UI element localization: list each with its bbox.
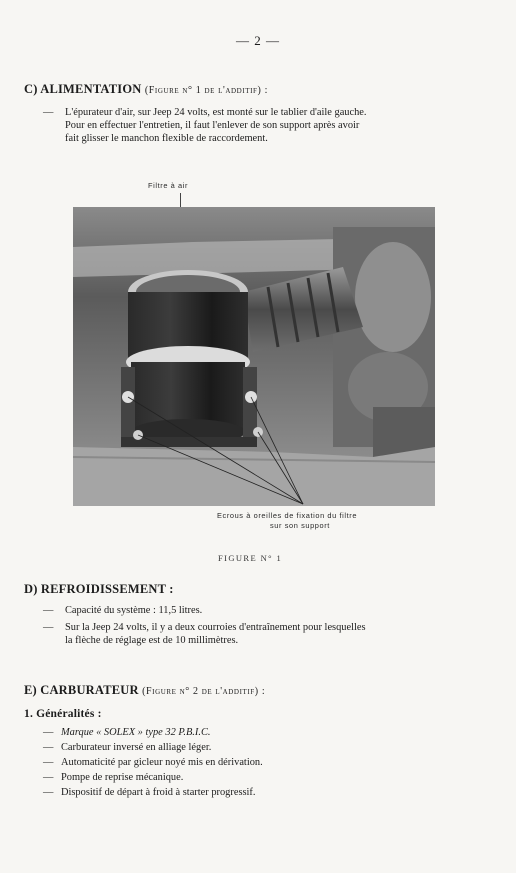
section-e-item-3 <box>43 756 263 769</box>
dash-marker: — <box>43 107 54 118</box>
section-d-item-1-text: Capacité du système : 11,5 litres. <box>65 605 203 616</box>
dash-marker: — <box>43 605 54 616</box>
section-c-title: C) ALIMENTATION <box>24 82 142 96</box>
section-d-item-2 <box>43 621 493 647</box>
dash-marker: — <box>43 757 54 768</box>
dash-marker: — <box>43 727 54 738</box>
figure-label-wing-nuts-1: Ecrous à oreilles de fixation du filtre <box>217 511 358 520</box>
figure-label-wing-nuts-2: sur son support <box>270 521 330 530</box>
section-d-item-1 <box>43 604 493 617</box>
figure-caption: FIGURE N° 1 <box>218 553 283 563</box>
section-c-figure-ref: (Figure n° 1 de l'additif) : <box>144 85 268 96</box>
section-c-line-2: Pour en effectuer l'entretien, il faut l'enlever de son support après avoir <box>65 120 360 131</box>
section-c-paragraph <box>43 106 493 145</box>
dash-marker: — <box>43 787 54 798</box>
dash-marker: — <box>43 772 54 783</box>
section-d-heading: D) REFROIDISSEMENT : <box>24 582 174 596</box>
section-d-item-2-line-1: Sur la Jeep 24 volts, il y a deux courroies d'entraînement pour lesquelles <box>65 622 366 633</box>
dash-marker: — <box>43 742 54 753</box>
section-e-heading <box>24 683 265 698</box>
section-e-item-3-text: Automaticité par gicleur noyé mis en dérivation. <box>61 757 263 768</box>
section-e-figure-ref: (Figure n° 2 de l'additif) : <box>142 686 266 697</box>
section-e-item-2 <box>43 741 263 754</box>
section-e-item-5-text: Dispositif de départ à froid à starter progressif. <box>61 787 256 798</box>
section-c-line-1: L'épurateur d'air, sur Jeep 24 volts, est monté sur le tablier d'aile gauche. <box>65 107 367 118</box>
section-e-item-1-text: Marque « SOLEX » type 32 P.B.I.C. <box>61 727 211 738</box>
section-e-item-2-text: Carburateur inversé en alliage léger. <box>61 742 212 753</box>
section-e-subheading: 1. Généralités : <box>24 708 102 720</box>
section-e-item-5 <box>43 786 263 799</box>
section-d-list <box>43 604 493 647</box>
section-c-heading <box>24 82 268 97</box>
section-e-item-1 <box>43 726 263 739</box>
page-number: — 2 — <box>236 33 280 48</box>
section-e-title: E) CARBURATEUR <box>24 683 139 697</box>
section-e-list <box>43 726 263 799</box>
section-e-item-4-text: Pompe de reprise mécanique. <box>61 772 184 783</box>
figure-label-filter: Filtre à air <box>148 181 189 190</box>
dash-marker: — <box>43 622 54 633</box>
section-d-item-2-line-2: la flèche de réglage est de 10 millimètres. <box>65 635 239 646</box>
section-c-line-3: fait glisser le manchon flexible de raccordement. <box>65 133 268 144</box>
section-e-item-4 <box>43 771 263 784</box>
figure-1-photo <box>73 207 435 506</box>
